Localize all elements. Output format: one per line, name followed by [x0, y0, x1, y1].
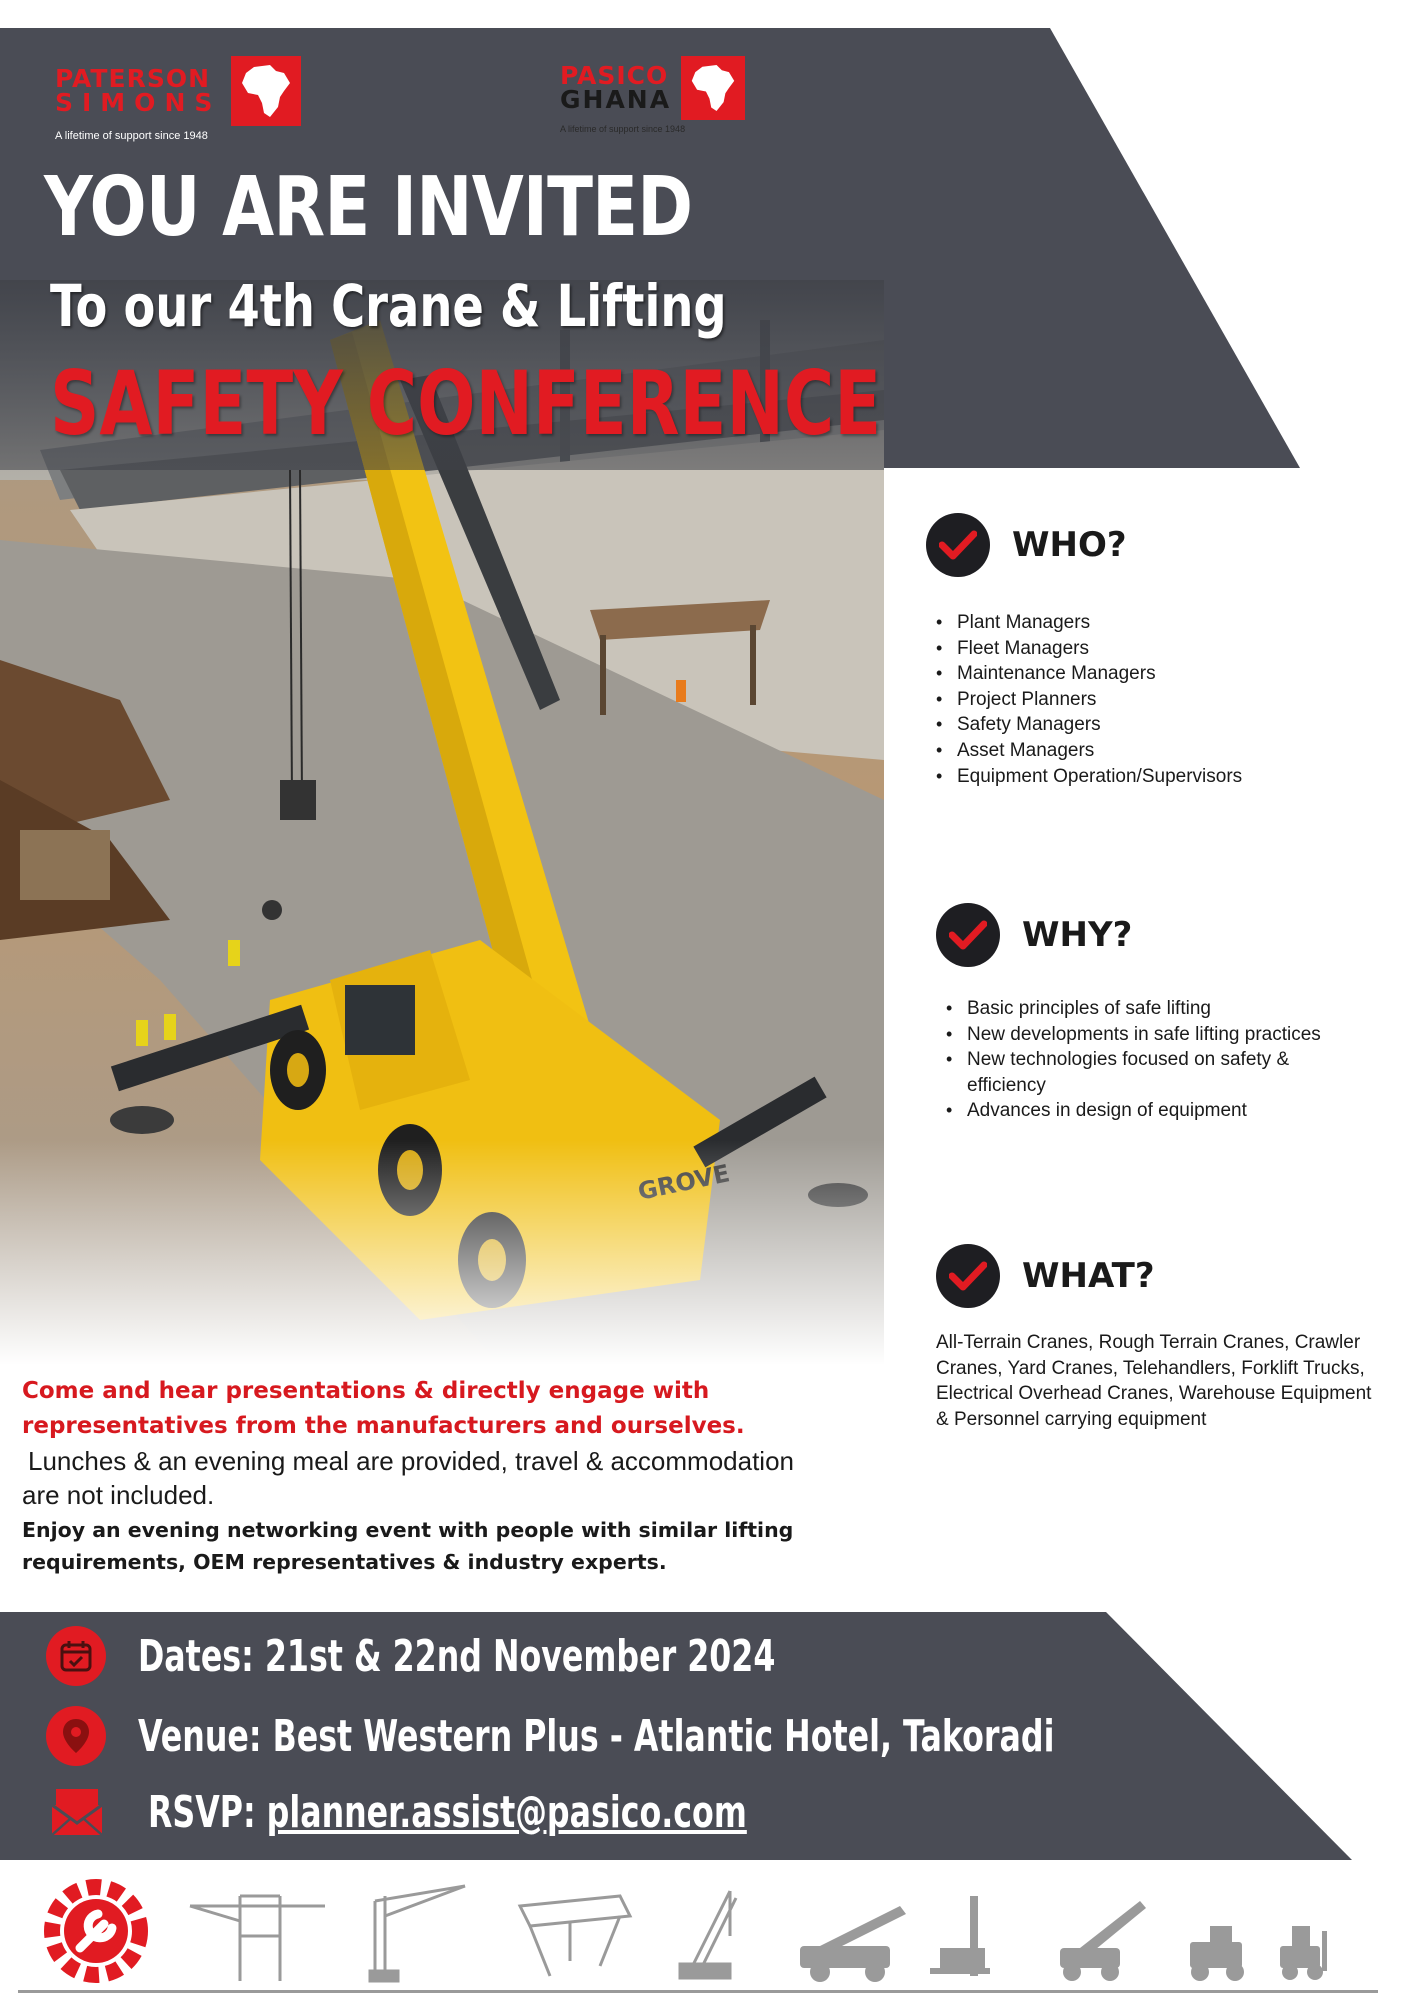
- who-list: [932, 610, 1372, 789]
- intro-note-line-1: Lunches & an evening meal are provided, travel & accommodation: [28, 1446, 794, 1476]
- list-item: • Plant Managers: [932, 610, 1372, 636]
- list-item: • Equipment Operation/Supervisors: [932, 764, 1372, 790]
- rsvp-text: [148, 1787, 747, 1838]
- headline-subtitle: To our 4th Crane & Lifting: [50, 272, 727, 340]
- tower-crane-icon: [370, 1886, 465, 1981]
- forklift-mast-icon: [930, 1896, 990, 1976]
- intro-networking: Enjoy an evening networking event with people with similar lifting requirements, OEM representatives & industry experts.: [22, 1518, 794, 1574]
- lattice-crane-icon: [680, 1891, 736, 1978]
- rsvp-label: RSVP:: [148, 1786, 267, 1838]
- africa-map-icon: [681, 56, 745, 120]
- headline-safety-conference: SAFETY CONFERENCE: [50, 352, 882, 455]
- logo-tagline: A lifetime of support since 1948: [55, 130, 208, 142]
- why-section-header: [936, 903, 1132, 967]
- logo-line-2: GHANA: [560, 85, 672, 114]
- email-icon: [50, 1787, 104, 1837]
- intro-highlight: Come and hear presentations & directly engage with representatives from the manufacturers and ourselves.: [22, 1378, 745, 1439]
- list-item: • Maintenance Managers: [932, 661, 1372, 687]
- what-title: WHAT?: [1022, 1256, 1155, 1296]
- list-item: • Advances in design of equipment: [942, 1098, 1382, 1124]
- list-item: • New technologies focused on safety & efficiency: [942, 1047, 1337, 1098]
- equipment-icon-strip: [40, 1876, 1370, 1986]
- logo-line-1: PATERSON: [55, 64, 210, 94]
- footer-divider: [18, 1990, 1378, 1993]
- logo-tagline: A lifetime of support since 1948: [560, 124, 686, 134]
- who-section-header: [926, 513, 1127, 577]
- logo-line-1: PASICO: [560, 61, 669, 91]
- event-dates: Dates: 21st & 22nd November 2024: [138, 1630, 776, 1682]
- what-section-header: [936, 1244, 1155, 1308]
- rsvp-row: [50, 1782, 747, 1842]
- why-list: [942, 996, 1382, 1124]
- pasico-ghana-logo: [560, 56, 745, 134]
- logo-line-2: SIMONS: [55, 88, 222, 117]
- overhead-crane-icon: [520, 1896, 630, 1976]
- intro-text-block: [22, 1374, 912, 1578]
- check-icon: [936, 1244, 1000, 1308]
- forklift-icon: [1280, 1926, 1327, 1980]
- who-title: WHO?: [1012, 525, 1127, 565]
- rsvp-email-link[interactable]: planner.assist@pasico.com: [266, 1786, 747, 1838]
- telehandler-icon: [1060, 1901, 1146, 1981]
- headline-invited: YOU ARE INVITED: [44, 160, 693, 255]
- check-icon: [936, 903, 1000, 967]
- calendar-icon: [46, 1626, 106, 1686]
- wrench-gear-icon: [52, 1887, 140, 1975]
- gantry-crane-icon: [190, 1896, 325, 1981]
- list-item: • Basic principles of safe lifting: [942, 996, 1382, 1022]
- list-item: • Fleet Managers: [932, 636, 1372, 662]
- what-description: All-Terrain Cranes, Rough Terrain Cranes, Crawler Cranes, Yard Cranes, Telehandlers, Forklift Trucks, Electrical Overhead Cranes, Warehouse Equipment & Personnel carrying equipment: [936, 1332, 1372, 1430]
- list-item: • Safety Managers: [932, 712, 1372, 738]
- check-icon: [926, 513, 990, 577]
- list-item: • Project Planners: [932, 687, 1372, 713]
- reach-stacker-icon: [800, 1906, 906, 1982]
- intro-note-line-2: are not included.: [22, 1480, 215, 1510]
- dates-row: [46, 1626, 776, 1686]
- loader-icon: [1190, 1926, 1244, 1981]
- paterson-simons-logo: [55, 56, 301, 142]
- list-item: • New developments in safe lifting practices: [942, 1022, 1382, 1048]
- venue-row: [46, 1706, 1055, 1766]
- list-item: • Asset Managers: [932, 738, 1372, 764]
- location-pin-icon: [46, 1706, 106, 1766]
- why-title: WHY?: [1022, 915, 1133, 955]
- event-venue: Venue: Best Western Plus - Atlantic Hotel, Takoradi: [138, 1710, 1055, 1762]
- africa-map-icon: [231, 56, 301, 126]
